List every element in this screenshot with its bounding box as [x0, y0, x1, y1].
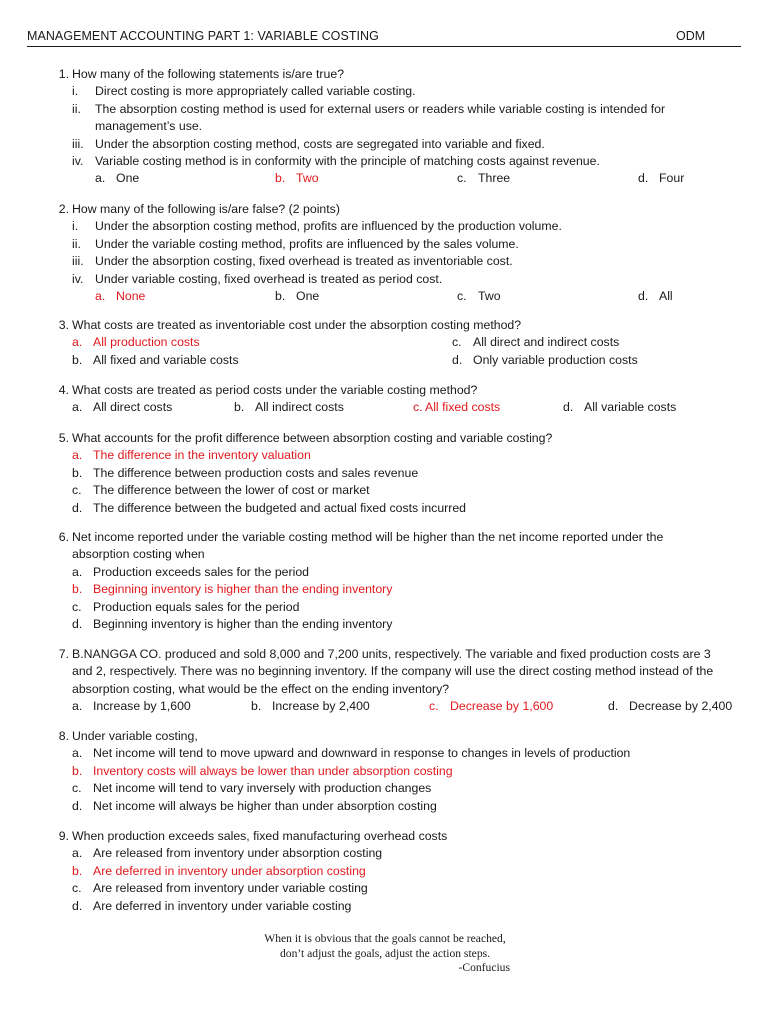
question-number: 3.: [58, 318, 69, 332]
question-number: 5.: [58, 431, 69, 445]
option-d: d. Net income will always be higher than under absorption costing: [72, 798, 437, 813]
option-d: d. Beginning inventory is higher than the ending inventory: [72, 616, 393, 631]
option-c: c. The difference between the lower of cost or market: [72, 483, 370, 498]
statement: iii. Under the absorption costing method, costs are segregated into variable and fixed.: [72, 136, 545, 151]
question-5: [49, 430, 754, 517]
option-c: c. Net income will tend to vary inversely with production changes: [72, 781, 432, 796]
question-9: [49, 828, 754, 915]
option-a: a. Net income will tend to move upward and downward in response to changes in levels of production: [72, 746, 631, 761]
question-stem: When production exceeds sales, fixed manufacturing overhead costs: [72, 829, 448, 843]
option-d: d. All: [638, 288, 673, 303]
question-3: [49, 317, 754, 369]
statement: iii. Under the absorption costing, fixed overhead is treated as inventoriable cost.: [72, 254, 513, 269]
quote-author: -Confucius: [458, 961, 510, 974]
closing-quote: [220, 932, 550, 976]
option-a: a. Are released from inventory under absorption costing: [72, 846, 383, 861]
question-number: 4.: [58, 383, 69, 397]
statement: ii. The absorption costing method is used for external users or readers while variable costing is intended for: [72, 101, 666, 116]
question-7: [49, 646, 754, 716]
option-a-answer: a. The difference in the inventory valuation: [72, 448, 311, 463]
page-header: [27, 29, 741, 47]
option-d: d. Only variable production costs: [452, 352, 638, 367]
option-a-answer: a. None: [95, 288, 146, 303]
option-b-answer: b. Two: [275, 171, 319, 186]
question-number: 7.: [58, 647, 69, 661]
question-1: [49, 66, 754, 188]
option-c: c. Three: [457, 171, 511, 186]
question-number: 1.: [58, 67, 69, 81]
option-c-answer: c. All fixed costs: [413, 400, 501, 415]
question-number: 6.: [58, 530, 69, 544]
statement: i. Direct costing is more appropriately called variable costing.: [72, 84, 416, 99]
question-stem: How many of the following statements is/are true?: [72, 67, 345, 81]
option-c: c. All direct and indirect costs: [452, 335, 620, 350]
option-b: b. All fixed and variable costs: [72, 352, 239, 367]
option-d: d. Four: [638, 171, 685, 186]
author-initials: ODM: [676, 29, 706, 43]
option-d: d. All variable costs: [563, 400, 677, 415]
question-number: 8.: [58, 729, 69, 743]
quote-line: When it is obvious that the goals cannot be reached,: [264, 932, 506, 945]
question-stem: B.NANGGA CO. produced and sold 8,000 and 7,200 units, respectively. The variable and fixed production costs are 3: [72, 647, 711, 661]
question-stem-continuation: absorption costing, what would be the effect on the ending inventory?: [72, 681, 450, 696]
option-b-answer: b. Inventory costs will always be lower than under absorption costing: [72, 763, 453, 778]
option-a: a. One: [95, 171, 140, 186]
option-b-answer: b. Beginning inventory is higher than the ending inventory: [72, 582, 393, 597]
question-stem-continuation: and 2, respectively. There was no beginning inventory. If the company will use the direct costing method instead of the: [72, 664, 714, 679]
question-stem-continuation: absorption costing when: [72, 547, 205, 562]
question-6: [49, 529, 754, 633]
question-stem: What costs are treated as inventoriable cost under the absorption costing method?: [72, 318, 522, 332]
option-b: b. The difference between production costs and sales revenue: [72, 465, 419, 480]
option-a: a. All direct costs: [72, 400, 173, 415]
option-d: d. The difference between the budgeted and actual fixed costs incurred: [72, 500, 467, 515]
statement: ii. Under the variable costing method, profits are influenced by the sales volume.: [72, 236, 519, 251]
question-stem: How many of the following is/are false? (2 points): [72, 202, 340, 216]
statement: iv. Variable costing method is in conformity with the principle of matching costs against revenue.: [72, 153, 600, 168]
option-c-answer: c. Decrease by 1,600: [429, 699, 554, 714]
question-2: [49, 201, 754, 305]
option-b: b. One: [275, 288, 320, 303]
question-stem: What costs are treated as period costs under the variable costing method?: [72, 383, 478, 397]
option-b: b. Increase by 2,400: [251, 699, 370, 714]
document-title: MANAGEMENT ACCOUNTING PART 1: VARIABLE COSTING: [27, 29, 379, 43]
option-a: a. Increase by 1,600: [72, 699, 191, 714]
question-stem: What accounts for the profit difference between absorption costing and variable costing?: [72, 431, 553, 445]
statement-continuation: management’s use.: [95, 119, 203, 134]
question-stem: Net income reported under the variable costing method will be higher than the net income reported under the: [72, 530, 664, 544]
option-d: d. Are deferred in inventory under variable costing: [72, 898, 352, 913]
question-number: 9.: [58, 829, 69, 843]
option-a-answer: a. All production costs: [72, 335, 200, 350]
question-4: [49, 382, 754, 417]
option-d: d. Decrease by 2,400: [608, 699, 733, 714]
question-8: [49, 728, 754, 815]
option-c: c. Two: [457, 288, 501, 303]
statement: i. Under the absorption costing method, profits are influenced by the production volume.: [72, 219, 562, 234]
option-a: a. Production exceeds sales for the period: [72, 564, 310, 579]
option-c: c. Are released from inventory under variable costing: [72, 881, 368, 896]
question-stem: Under variable costing,: [72, 729, 198, 743]
option-b: b. All indirect costs: [234, 400, 344, 415]
statement: iv. Under variable costing, fixed overhead is treated as period cost.: [72, 271, 443, 286]
quote-line: don’t adjust the goals, adjust the action steps.: [279, 946, 491, 960]
option-b-answer: b. Are deferred in inventory under absorption costing: [72, 863, 366, 878]
question-number: 2.: [58, 202, 69, 216]
option-c: c. Production equals sales for the period: [72, 599, 300, 614]
